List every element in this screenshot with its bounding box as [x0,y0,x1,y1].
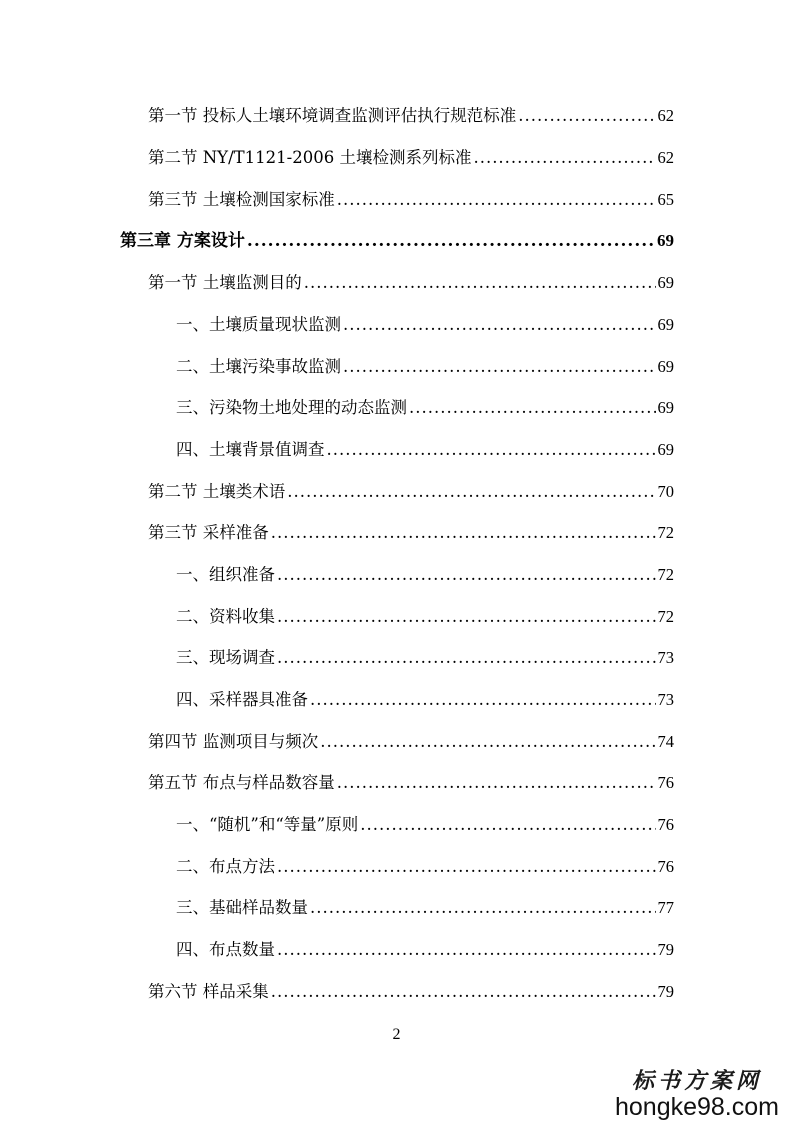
toc-entry-page: 73 [657,648,674,667]
toc-entry-title: 第三章 方案设计 [120,231,245,251]
watermark-url: hongke98.com [614,1093,779,1121]
leader-dots [287,481,655,503]
toc-entry-page: 77 [657,898,674,917]
toc-entry-title: 第一节 投标人土壤环境调查监测评估执行规范标准 [148,106,517,125]
toc-entry-title: 一、土壤质量现状监测 [176,315,341,334]
toc-entry[interactable] [176,647,674,669]
toc-entry-page: 73 [657,690,674,709]
toc-entry-page: 79 [657,982,674,1001]
toc-entry-title: 三、基础样品数量 [176,898,308,917]
toc-entry-title: 四、土壤背景值调查 [176,440,325,459]
toc-entry-title: 第五节 布点与样品数容量 [148,773,335,792]
toc-entry-title: 二、资料收集 [176,607,275,626]
toc-entry-page: 76 [657,857,674,876]
toc-entry[interactable] [176,606,674,628]
leader-dots [277,939,656,961]
toc-entry-title: 第四节 监测项目与频次 [148,732,319,751]
watermark-name: 标书方案网 [631,1068,762,1094]
leader-dots [360,814,655,836]
leader-dots [277,647,656,669]
leader-dots [271,981,656,1003]
toc-entry-page: 65 [657,190,674,209]
leader-dots [320,731,655,753]
leader-dots [343,356,656,378]
toc-entry-page: 72 [657,523,674,542]
leader-dots [337,772,656,794]
toc-entry-page: 79 [657,940,674,959]
leader-dots [473,147,655,169]
toc-entry[interactable] [176,897,674,919]
toc-entry[interactable] [176,314,674,336]
toc-entry[interactable] [176,814,674,836]
watermark [615,1064,779,1122]
leader-dots [277,564,656,586]
toc-entry-page: 76 [657,773,674,792]
toc-entry-title: 四、采样器具准备 [176,690,308,709]
toc-entry-page: 69 [657,357,674,376]
toc-entry-title: 第一节 土壤监测目的 [148,273,302,292]
toc-entry-page: 72 [657,607,674,626]
toc-entry-page: 62 [657,106,674,125]
toc-entry-title: 第二节 土壤类术语 [148,482,286,501]
toc-entry-title: 三、污染物土地处理的动态监测 [176,398,407,417]
page-number: 2 [392,1026,401,1043]
toc-entry-page: 69 [657,398,674,417]
leader-dots [310,897,656,919]
toc-entry-page: 74 [657,732,674,751]
toc-entry[interactable] [176,939,674,961]
toc-entry[interactable] [176,439,674,461]
toc-entry-page: 70 [657,482,674,501]
leader-dots [277,606,656,628]
toc-entry-page: 72 [657,565,674,584]
toc-entry-page: 69 [657,315,674,334]
leader-dots [310,689,656,711]
toc-entry[interactable] [176,689,674,711]
toc-entry-title: 第三节 采样准备 [148,523,269,542]
toc-entry-page: 76 [657,815,674,834]
toc-entry-title: 一、组织准备 [176,565,275,584]
toc-entry[interactable] [176,564,674,586]
toc-entry[interactable] [176,856,674,878]
toc-entry[interactable] [148,105,674,127]
toc-entry[interactable] [148,481,674,503]
leader-dots [277,856,656,878]
toc-entry-title: 二、土壤污染事故监测 [176,357,341,376]
leader-dots [337,189,656,211]
toc-chapter-entry[interactable] [120,230,674,252]
toc-entry-title: 第二节 NY/T1121-2006 土壤检测系列标准 [148,148,472,167]
leader-dots [327,439,656,461]
toc-entry-title: 四、布点数量 [176,940,275,959]
leader-dots [247,230,655,252]
toc-entry[interactable] [176,356,674,378]
toc-entry[interactable] [148,272,674,294]
toc-entry-title: 一、“随机”和“等量”原则 [176,815,359,834]
leader-dots [304,272,656,294]
toc-entry[interactable] [148,772,674,794]
toc-entry[interactable] [176,397,674,419]
toc-entry-page: 69 [657,273,674,292]
toc-entry-title: 二、布点方法 [176,857,275,876]
leader-dots [343,314,656,336]
toc-entry-page: 69 [657,231,674,250]
leader-dots [271,522,656,544]
leader-dots [409,397,656,419]
toc-entry-title: 第三节 土壤检测国家标准 [148,190,335,209]
toc-entry-title: 三、现场调查 [176,648,275,667]
toc-entry-page: 69 [657,440,674,459]
toc-entry[interactable] [148,981,674,1003]
toc-entry-title: 第六节 样品采集 [148,982,269,1001]
toc-entry-page: 62 [657,148,674,167]
toc-entry[interactable] [148,147,674,169]
toc-entry[interactable] [148,731,674,753]
toc-entry[interactable] [148,189,674,211]
leader-dots [518,105,655,127]
toc-entry[interactable] [148,522,674,544]
